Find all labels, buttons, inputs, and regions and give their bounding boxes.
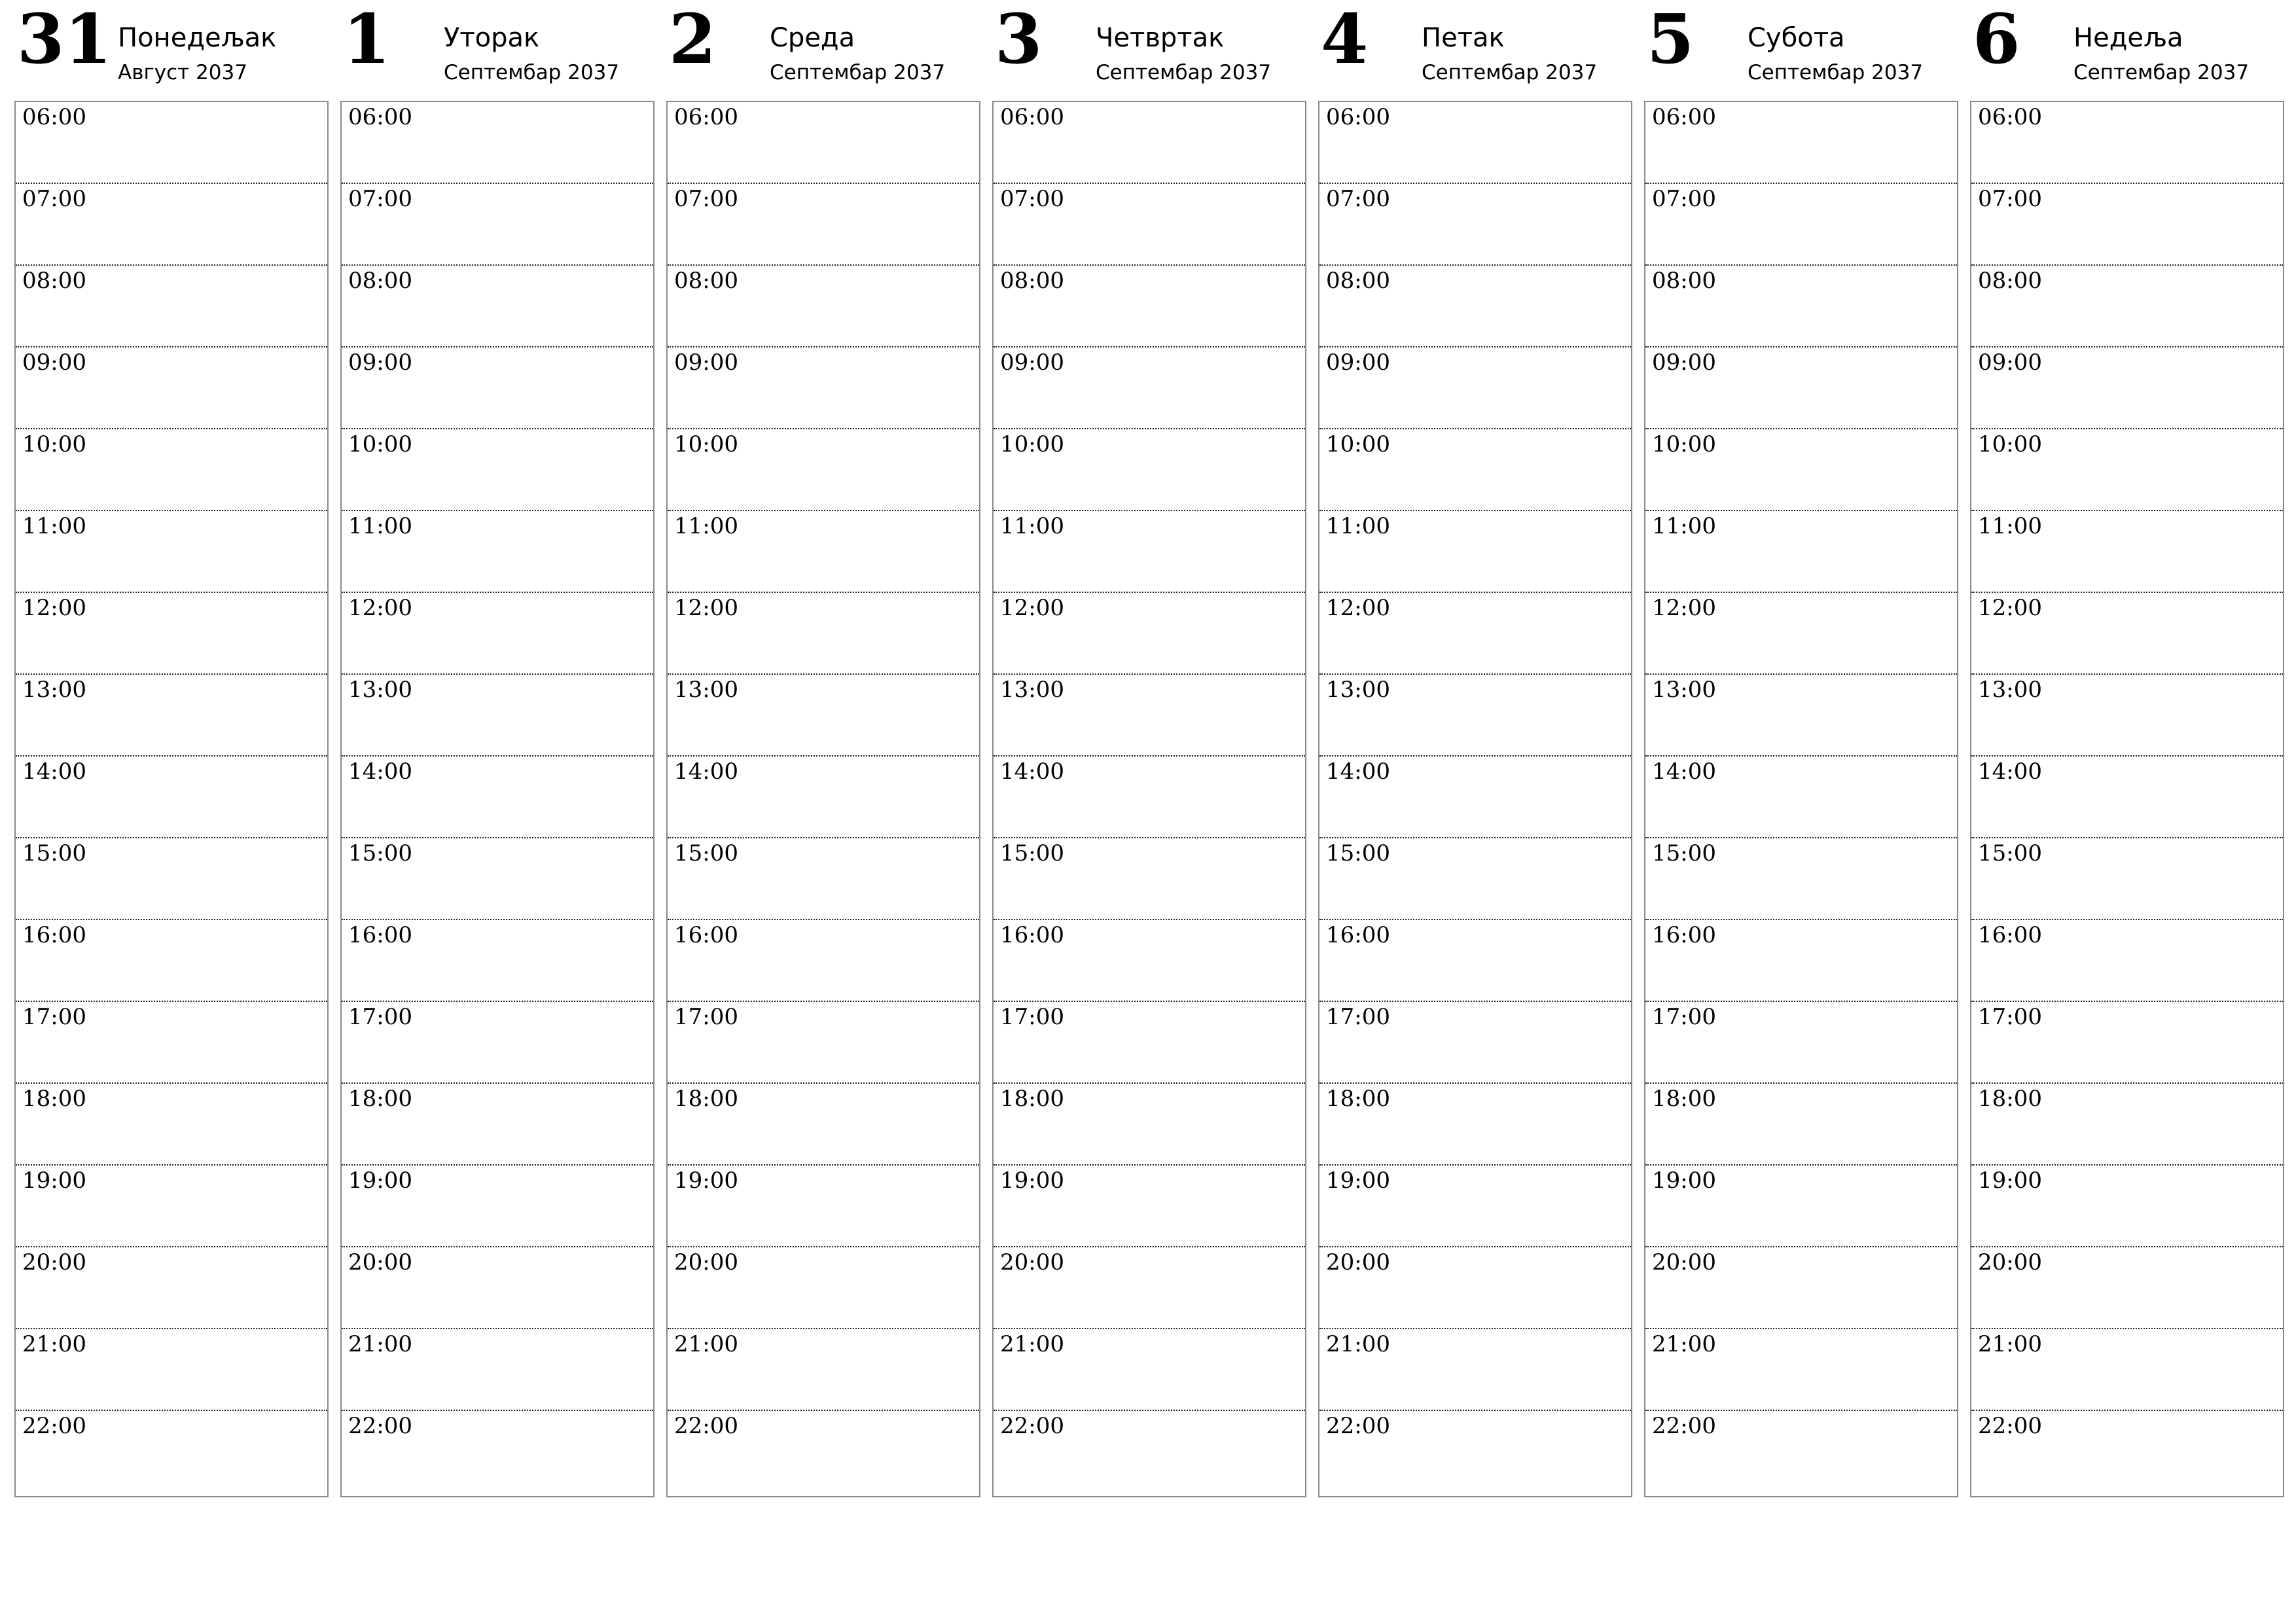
hour-label: 16:00 xyxy=(22,922,86,948)
hour-slot[interactable] xyxy=(668,675,979,757)
hour-slot[interactable] xyxy=(1319,1002,1631,1084)
hour-label: 18:00 xyxy=(348,1086,412,1112)
hour-label: 16:00 xyxy=(1978,922,2042,948)
month-year: Септембар 2037 xyxy=(1096,61,1272,84)
hour-label: 15:00 xyxy=(1000,840,1064,866)
hour-label: 17:00 xyxy=(674,1004,738,1030)
hour-label: 21:00 xyxy=(22,1331,86,1357)
hour-slot[interactable] xyxy=(994,757,1305,838)
hour-label: 22:00 xyxy=(1326,1413,1390,1439)
hour-label: 11:00 xyxy=(1978,513,2042,539)
hour-slot[interactable] xyxy=(1971,757,2283,838)
hour-label: 14:00 xyxy=(1000,758,1064,785)
hour-label: 11:00 xyxy=(22,513,86,539)
hour-label: 09:00 xyxy=(22,349,86,376)
hour-label: 19:00 xyxy=(1978,1168,2042,1194)
hour-label: 06:00 xyxy=(22,104,86,130)
hour-slot[interactable] xyxy=(994,1002,1305,1084)
hour-label: 20:00 xyxy=(674,1249,738,1275)
hour-label: 22:00 xyxy=(348,1413,412,1439)
month-year: Август 2037 xyxy=(118,61,247,84)
hour-slot[interactable] xyxy=(994,102,1305,184)
day-name: Среда xyxy=(770,23,855,53)
hour-label: 20:00 xyxy=(1652,1249,1716,1275)
hour-slot[interactable] xyxy=(1645,920,1957,1002)
hour-slot[interactable] xyxy=(1971,1247,2283,1329)
hour-label: 13:00 xyxy=(348,677,412,703)
hour-slot[interactable] xyxy=(342,675,653,757)
hour-slot[interactable] xyxy=(994,266,1305,348)
hour-label: 16:00 xyxy=(1652,922,1716,948)
hour-label: 17:00 xyxy=(1326,1004,1390,1030)
day-column xyxy=(666,0,980,1505)
hour-slot[interactable] xyxy=(1645,675,1957,757)
hour-slot[interactable] xyxy=(16,266,327,348)
hour-label: 17:00 xyxy=(1652,1004,1716,1030)
hour-slot[interactable] xyxy=(1971,1166,2283,1247)
hour-slot[interactable] xyxy=(1645,429,1957,511)
hour-slots-box xyxy=(1970,101,2284,1497)
hour-slot[interactable] xyxy=(1319,675,1631,757)
day-name: Четвртак xyxy=(1096,23,1225,53)
hour-slot[interactable] xyxy=(1319,429,1631,511)
hour-slot[interactable] xyxy=(342,266,653,348)
day-number: 3 xyxy=(995,0,1043,79)
hour-label: 18:00 xyxy=(674,1086,738,1112)
hour-slot[interactable] xyxy=(16,184,327,266)
hour-slot[interactable] xyxy=(1319,184,1631,266)
hour-label: 16:00 xyxy=(1326,922,1390,948)
hour-label: 09:00 xyxy=(1326,349,1390,376)
hour-slot[interactable] xyxy=(16,1084,327,1166)
hour-slot[interactable] xyxy=(668,266,979,348)
hour-slot[interactable] xyxy=(342,1166,653,1247)
day-name: Петак xyxy=(1422,23,1505,53)
hour-label: 14:00 xyxy=(1326,758,1390,785)
hour-slot[interactable] xyxy=(16,348,327,429)
hour-slot[interactable] xyxy=(1971,838,2283,920)
hour-label: 20:00 xyxy=(1000,1249,1064,1275)
hour-label: 12:00 xyxy=(674,595,738,621)
hour-slot[interactable] xyxy=(16,1247,327,1329)
hour-label: 06:00 xyxy=(1978,104,2042,130)
day-column xyxy=(1318,0,1632,1505)
hour-slot[interactable] xyxy=(1645,838,1957,920)
hour-label: 21:00 xyxy=(1652,1331,1716,1357)
hour-slot[interactable] xyxy=(668,429,979,511)
hour-label: 11:00 xyxy=(1326,513,1390,539)
hour-slot[interactable] xyxy=(342,102,653,184)
hour-label: 22:00 xyxy=(1652,1413,1716,1439)
hour-slot[interactable] xyxy=(994,1166,1305,1247)
day-column xyxy=(14,0,329,1505)
hour-label: 20:00 xyxy=(1326,1249,1390,1275)
hour-slot[interactable] xyxy=(994,511,1305,593)
hour-slot[interactable] xyxy=(342,593,653,675)
hour-label: 09:00 xyxy=(1978,349,2042,376)
hour-slot[interactable] xyxy=(668,102,979,184)
hour-slot[interactable] xyxy=(1319,920,1631,1002)
hour-label: 17:00 xyxy=(22,1004,86,1030)
hour-slot[interactable] xyxy=(1319,1329,1631,1411)
hour-label: 16:00 xyxy=(674,922,738,948)
hour-label: 08:00 xyxy=(1978,268,2042,294)
hour-label: 20:00 xyxy=(22,1249,86,1275)
hour-slot[interactable] xyxy=(342,1329,653,1411)
hour-label: 08:00 xyxy=(1000,268,1064,294)
hour-label: 13:00 xyxy=(674,677,738,703)
hour-label: 16:00 xyxy=(1000,922,1064,948)
hour-label: 08:00 xyxy=(348,268,412,294)
hour-label: 13:00 xyxy=(1000,677,1064,703)
hour-label: 11:00 xyxy=(674,513,738,539)
hour-label: 19:00 xyxy=(22,1168,86,1194)
hour-label: 10:00 xyxy=(674,431,738,457)
hour-slot[interactable] xyxy=(994,348,1305,429)
hour-label: 14:00 xyxy=(348,758,412,785)
hour-label: 07:00 xyxy=(22,186,86,212)
hour-slot[interactable] xyxy=(668,1247,979,1329)
hour-slot[interactable] xyxy=(1645,1411,1957,1493)
hour-slots-box xyxy=(666,101,980,1497)
hour-slot[interactable] xyxy=(1971,920,2283,1002)
hour-label: 10:00 xyxy=(1326,431,1390,457)
hour-slot[interactable] xyxy=(1971,348,2283,429)
hour-slot[interactable] xyxy=(1645,266,1957,348)
hour-label: 13:00 xyxy=(1326,677,1390,703)
day-column xyxy=(992,0,1306,1505)
hour-slot[interactable] xyxy=(1319,1166,1631,1247)
hour-slot[interactable] xyxy=(342,348,653,429)
hour-slot[interactable] xyxy=(16,1166,327,1247)
hour-label: 12:00 xyxy=(1000,595,1064,621)
hour-slot[interactable] xyxy=(16,1002,327,1084)
hour-slot[interactable] xyxy=(994,675,1305,757)
hour-slots-box xyxy=(1644,101,1958,1497)
day-name: Уторак xyxy=(444,23,540,53)
hour-slot[interactable] xyxy=(1645,1329,1957,1411)
day-column xyxy=(340,0,655,1505)
hour-label: 13:00 xyxy=(22,677,86,703)
hour-slot[interactable] xyxy=(342,1002,653,1084)
hour-slot[interactable] xyxy=(994,429,1305,511)
day-number: 4 xyxy=(1321,0,1369,79)
hour-label: 16:00 xyxy=(348,922,412,948)
hour-slot[interactable] xyxy=(342,1411,653,1493)
hour-label: 12:00 xyxy=(1652,595,1716,621)
hour-slot[interactable] xyxy=(994,1247,1305,1329)
hour-slot[interactable] xyxy=(668,1166,979,1247)
hour-slot[interactable] xyxy=(1319,838,1631,920)
hour-label: 06:00 xyxy=(1652,104,1716,130)
hour-slot[interactable] xyxy=(342,1084,653,1166)
hour-slot[interactable] xyxy=(16,1411,327,1493)
hour-slot[interactable] xyxy=(668,1329,979,1411)
month-year: Септембар 2037 xyxy=(1422,61,1598,84)
hour-label: 14:00 xyxy=(22,758,86,785)
hour-slot[interactable] xyxy=(994,1084,1305,1166)
hour-label: 07:00 xyxy=(1652,186,1716,212)
hour-slot[interactable] xyxy=(16,102,327,184)
hour-slot[interactable] xyxy=(668,511,979,593)
hour-label: 17:00 xyxy=(1000,1004,1064,1030)
hour-label: 22:00 xyxy=(1000,1413,1064,1439)
day-number: 5 xyxy=(1647,0,1695,79)
hour-slot[interactable] xyxy=(668,838,979,920)
hour-slot[interactable] xyxy=(342,511,653,593)
hour-label: 08:00 xyxy=(1326,268,1390,294)
hour-label: 07:00 xyxy=(1978,186,2042,212)
hour-slot[interactable] xyxy=(16,838,327,920)
hour-label: 15:00 xyxy=(674,840,738,866)
hour-slot[interactable] xyxy=(668,593,979,675)
hour-slot[interactable] xyxy=(1319,266,1631,348)
hour-slot[interactable] xyxy=(16,1329,327,1411)
hour-slot[interactable] xyxy=(1971,1084,2283,1166)
hour-label: 10:00 xyxy=(22,431,86,457)
hour-label: 07:00 xyxy=(1000,186,1064,212)
hour-slot[interactable] xyxy=(16,429,327,511)
hour-slot[interactable] xyxy=(1319,1247,1631,1329)
hour-slot[interactable] xyxy=(1645,102,1957,184)
hour-label: 15:00 xyxy=(1326,840,1390,866)
hour-label: 08:00 xyxy=(22,268,86,294)
hour-label: 18:00 xyxy=(1326,1086,1390,1112)
hour-slot[interactable] xyxy=(1971,593,2283,675)
hour-label: 07:00 xyxy=(1326,186,1390,212)
hour-slot[interactable] xyxy=(16,920,327,1002)
hour-label: 08:00 xyxy=(1652,268,1716,294)
hour-label: 10:00 xyxy=(1000,431,1064,457)
hour-label: 20:00 xyxy=(1978,1249,2042,1275)
hour-label: 21:00 xyxy=(1326,1331,1390,1357)
hour-label: 22:00 xyxy=(22,1413,86,1439)
hour-label: 21:00 xyxy=(674,1331,738,1357)
hour-slot[interactable] xyxy=(994,920,1305,1002)
hour-slot[interactable] xyxy=(1645,511,1957,593)
hour-label: 13:00 xyxy=(1652,677,1716,703)
month-year: Септембар 2037 xyxy=(2073,61,2250,84)
month-year: Септембар 2037 xyxy=(444,61,620,84)
hour-slot[interactable] xyxy=(342,757,653,838)
hour-slot[interactable] xyxy=(668,184,979,266)
hour-label: 18:00 xyxy=(1000,1086,1064,1112)
hour-label: 13:00 xyxy=(1978,677,2042,703)
hour-slot[interactable] xyxy=(342,920,653,1002)
hour-slot[interactable] xyxy=(994,838,1305,920)
hour-slot[interactable] xyxy=(1319,757,1631,838)
day-number: 31 xyxy=(17,0,112,79)
hour-slot[interactable] xyxy=(1645,1247,1957,1329)
hour-label: 20:00 xyxy=(348,1249,412,1275)
hour-slot[interactable] xyxy=(1645,593,1957,675)
day-number: 1 xyxy=(343,0,391,79)
hour-label: 06:00 xyxy=(674,104,738,130)
hour-label: 19:00 xyxy=(674,1168,738,1194)
hour-label: 18:00 xyxy=(22,1086,86,1112)
hour-label: 19:00 xyxy=(1326,1168,1390,1194)
hour-slot[interactable] xyxy=(668,757,979,838)
hour-slot[interactable] xyxy=(1319,593,1631,675)
hour-slot[interactable] xyxy=(1319,1084,1631,1166)
hour-label: 11:00 xyxy=(1652,513,1716,539)
hour-slot[interactable] xyxy=(668,1002,979,1084)
hour-slot[interactable] xyxy=(16,593,327,675)
hour-slot[interactable] xyxy=(342,1247,653,1329)
hour-slot[interactable] xyxy=(1645,1002,1957,1084)
day-column xyxy=(1970,0,2284,1505)
hour-slot[interactable] xyxy=(1971,675,2283,757)
hour-slot[interactable] xyxy=(1319,1411,1631,1493)
day-name: Понедељак xyxy=(118,23,277,53)
hour-label: 10:00 xyxy=(1978,431,2042,457)
hour-slots-box xyxy=(14,101,329,1497)
hour-label: 19:00 xyxy=(348,1168,412,1194)
hour-slot[interactable] xyxy=(1319,348,1631,429)
day-number: 2 xyxy=(669,0,717,79)
hour-label: 15:00 xyxy=(1978,840,2042,866)
hour-label: 10:00 xyxy=(1652,431,1716,457)
hour-label: 14:00 xyxy=(1978,758,2042,785)
hour-slot[interactable] xyxy=(994,593,1305,675)
hour-slot[interactable] xyxy=(1971,429,2283,511)
hour-slot[interactable] xyxy=(1645,1084,1957,1166)
hour-label: 17:00 xyxy=(348,1004,412,1030)
hour-label: 08:00 xyxy=(674,268,738,294)
hour-label: 22:00 xyxy=(1978,1413,2042,1439)
hour-slots-box xyxy=(992,101,1306,1497)
hour-label: 09:00 xyxy=(1652,349,1716,376)
hour-label: 12:00 xyxy=(1326,595,1390,621)
hour-label: 21:00 xyxy=(1978,1331,2042,1357)
hour-slot[interactable] xyxy=(1971,1002,2283,1084)
hour-label: 19:00 xyxy=(1000,1168,1064,1194)
hour-label: 09:00 xyxy=(1000,349,1064,376)
month-year: Септембар 2037 xyxy=(1748,61,1924,84)
hour-label: 07:00 xyxy=(674,186,738,212)
hour-slot[interactable] xyxy=(1971,102,2283,184)
hour-label: 07:00 xyxy=(348,186,412,212)
hour-slots-box xyxy=(1318,101,1632,1497)
hour-label: 14:00 xyxy=(674,758,738,785)
hour-label: 21:00 xyxy=(348,1331,412,1357)
hour-label: 19:00 xyxy=(1652,1168,1716,1194)
hour-label: 06:00 xyxy=(348,104,412,130)
hour-label: 22:00 xyxy=(674,1413,738,1439)
hour-label: 15:00 xyxy=(22,840,86,866)
hour-label: 18:00 xyxy=(1652,1086,1716,1112)
hour-label: 12:00 xyxy=(348,595,412,621)
hour-slot[interactable] xyxy=(1971,1411,2283,1493)
hour-label: 12:00 xyxy=(22,595,86,621)
hour-label: 14:00 xyxy=(1652,758,1716,785)
hour-slot[interactable] xyxy=(1319,102,1631,184)
hour-slot[interactable] xyxy=(668,1411,979,1493)
day-number: 6 xyxy=(1973,0,2020,79)
hour-slot[interactable] xyxy=(994,1411,1305,1493)
hour-slot[interactable] xyxy=(16,511,327,593)
hour-slot[interactable] xyxy=(1971,511,2283,593)
hour-slot[interactable] xyxy=(16,675,327,757)
day-column xyxy=(1644,0,1958,1505)
hour-label: 06:00 xyxy=(1326,104,1390,130)
hour-label: 15:00 xyxy=(348,840,412,866)
hour-label: 09:00 xyxy=(674,349,738,376)
hour-slot[interactable] xyxy=(994,184,1305,266)
hour-slot[interactable] xyxy=(1645,757,1957,838)
hour-slot[interactable] xyxy=(1971,1329,2283,1411)
hour-label: 17:00 xyxy=(1978,1004,2042,1030)
hour-slot[interactable] xyxy=(1971,184,2283,266)
hour-label: 18:00 xyxy=(1978,1086,2042,1112)
hour-slot[interactable] xyxy=(1645,1166,1957,1247)
hour-slot[interactable] xyxy=(1319,511,1631,593)
hour-slot[interactable] xyxy=(994,1329,1305,1411)
hour-label: 15:00 xyxy=(1652,840,1716,866)
hour-slot[interactable] xyxy=(16,757,327,838)
day-name: Недеља xyxy=(2073,23,2183,53)
hour-label: 12:00 xyxy=(1978,595,2042,621)
hour-label: 06:00 xyxy=(1000,104,1064,130)
hour-slot[interactable] xyxy=(1971,266,2283,348)
hour-slot[interactable] xyxy=(342,838,653,920)
hour-slot[interactable] xyxy=(668,920,979,1002)
hour-slot[interactable] xyxy=(342,429,653,511)
hour-slot[interactable] xyxy=(668,1084,979,1166)
hour-slot[interactable] xyxy=(342,184,653,266)
hour-label: 11:00 xyxy=(1000,513,1064,539)
hour-slot[interactable] xyxy=(668,348,979,429)
hour-label: 11:00 xyxy=(348,513,412,539)
hour-slot[interactable] xyxy=(1645,348,1957,429)
hour-slot[interactable] xyxy=(1645,184,1957,266)
month-year: Септембар 2037 xyxy=(770,61,946,84)
hour-label: 09:00 xyxy=(348,349,412,376)
hour-label: 10:00 xyxy=(348,431,412,457)
hour-label: 21:00 xyxy=(1000,1331,1064,1357)
hour-slots-box xyxy=(340,101,655,1497)
day-name: Субота xyxy=(1748,23,1845,53)
